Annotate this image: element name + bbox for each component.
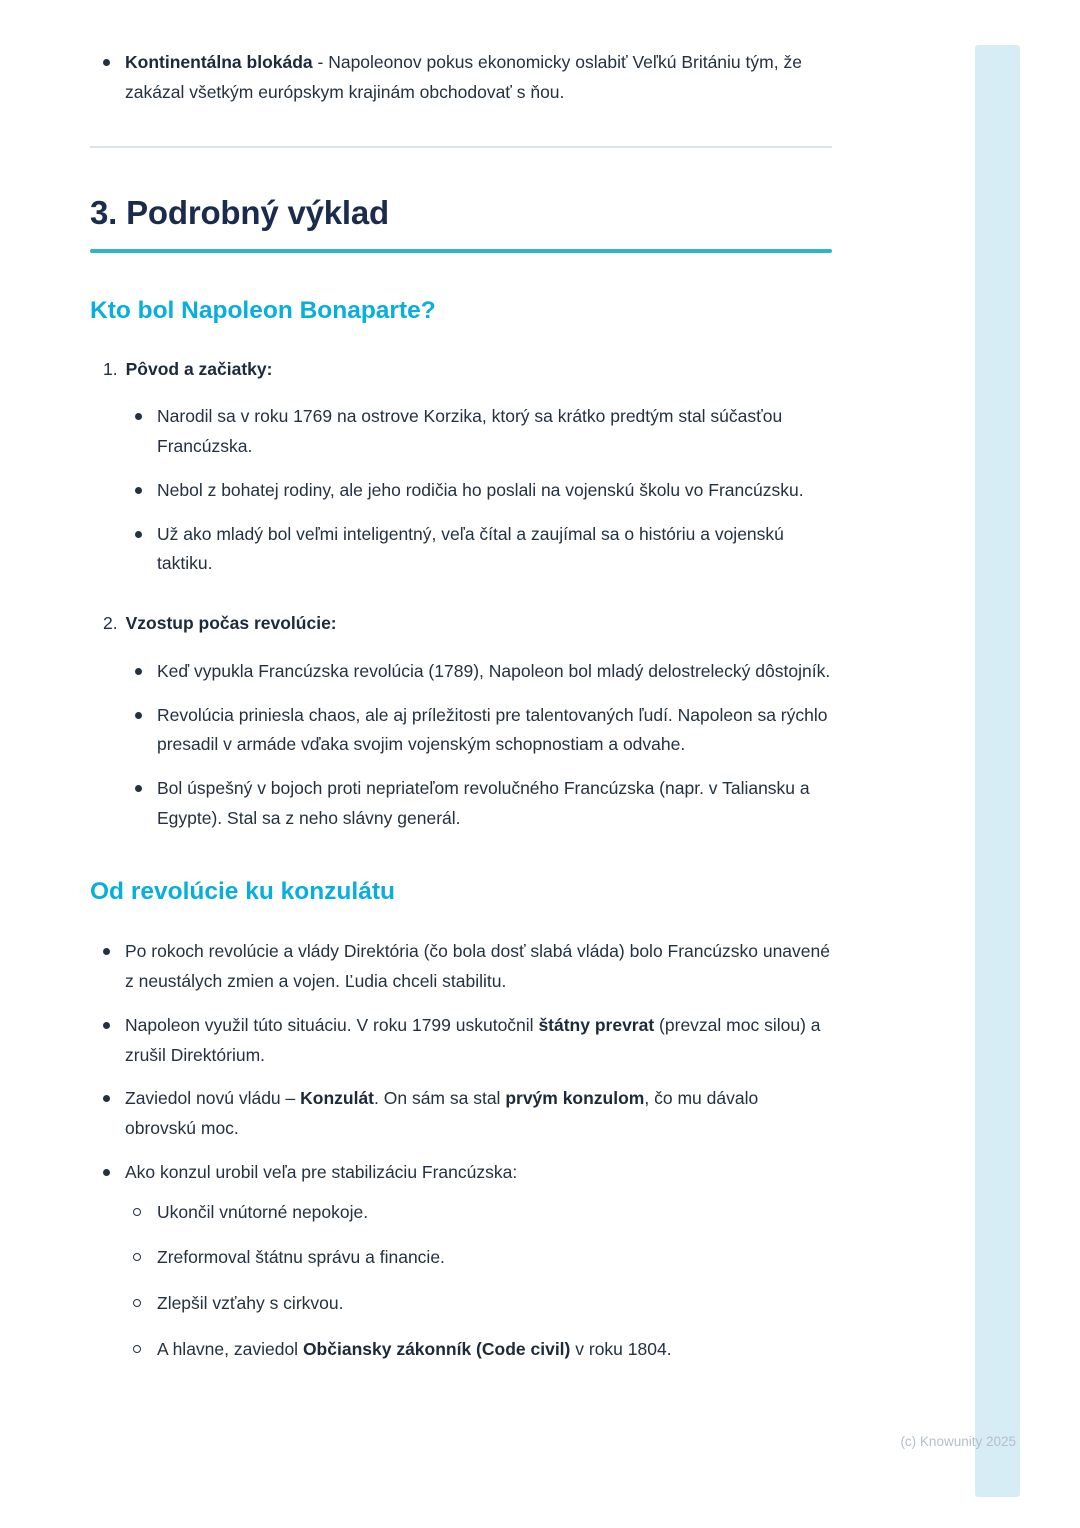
sub-bullet-text: Zlepšil vzťahy s cirkvou. (157, 1293, 344, 1314)
bullet-circle-icon (133, 1345, 141, 1353)
sub-bullet-text: Ukončil vnútorné nepokoje. (157, 1201, 369, 1222)
bullet-circle-icon (133, 1208, 141, 1216)
section-heading: 3. Podrobný výklad (90, 193, 389, 231)
sub-bullet-item (125, 1335, 832, 1365)
sub-bullet-item (125, 1243, 832, 1273)
item-number: 2. (103, 613, 118, 634)
bullet-text: Narodil sa v roku 1769 na ostrove Korzika, ktorý sa krátko predtým stal súčasťou Francúzska. (157, 406, 783, 457)
bullet-dot-icon (135, 785, 142, 792)
bullet-text: Zaviedol novú vládu – Konzulát. On sám sa stal prvým konzulom, čo mu dávalo obrovskú moc. (125, 1088, 759, 1139)
sub-bullet-text: A hlavne, zaviedol Občiansky zákonník (Code civil) v roku 1804. (157, 1338, 672, 1359)
item-label: Vzostup počas revolúcie: (125, 613, 337, 634)
bullet-dot-icon (135, 668, 142, 675)
nested-bullet-list (122, 657, 832, 834)
bullet-dot-icon (103, 1095, 110, 1102)
numbered-item (90, 355, 832, 580)
heading-underline (90, 249, 832, 253)
bullet-item (122, 402, 832, 462)
watermark: (c) Knowunity 2025 (900, 1434, 1016, 1449)
bullet-dot-icon (103, 1022, 110, 1029)
numbered-item (90, 609, 832, 834)
bullet-text: Ako konzul urobil veľa pre stabilizáciu Francúzska: (125, 1161, 518, 1182)
sub-bullet-list (125, 1198, 832, 1365)
numbered-item-heading (90, 355, 832, 385)
numbered-list (90, 355, 832, 834)
side-strip-decoration (975, 45, 1020, 1497)
sub-bullet-item (125, 1198, 832, 1228)
bullet-circle-icon (133, 1299, 141, 1307)
bullet-dot-icon (135, 487, 142, 494)
bullet-dot-icon (135, 413, 142, 420)
subsection-1-title: Kto bol Napoleon Bonaparte? (90, 296, 436, 324)
bullet-item (90, 1011, 832, 1071)
bullet-dot-icon (103, 948, 110, 955)
bullet-text: Nebol z bohatej rodiny, ale jeho rodičia ho poslali na vojenskú školu vo Francúzsku. (157, 479, 804, 500)
bullet-text: Napoleon využil túto situáciu. V roku 1799 uskutočnil štátny prevrat (prevzal moc silou) a zrušil Direktórium. (125, 1014, 821, 1065)
bullet-text: Bol úspešný v bojoch proti nepriateľom revolučného Francúzska (napr. v Taliansku a Egypte). Stal sa z neho slávny generál. (157, 778, 810, 828)
bullet-item (122, 701, 832, 761)
bullet-item (90, 1084, 832, 1144)
bullet-dot-icon (103, 1169, 110, 1176)
item-number: 1. (103, 358, 118, 379)
intro-bullet-text: Kontinentálna blokáda - Napoleonov pokus ekonomicky oslabiť Veľkú Britániu tým, že zakázal všetkým európskym krajinám obchodovať s ňou. (125, 52, 802, 102)
bullet-item (122, 774, 832, 834)
numbered-item-heading (90, 609, 832, 639)
item-label: Pôvod a začiatky: (125, 358, 273, 379)
sub-bullet-item (125, 1289, 832, 1319)
bullet-text: Už ako mladý bol veľmi inteligentný, veľa čítal a zaujímal sa o históriu a vojenskú taktiku. (157, 523, 784, 574)
bullet-dot-icon (135, 712, 142, 719)
section-divider (90, 146, 832, 148)
document-content (90, 0, 832, 1381)
bullet-item (90, 48, 832, 108)
subsection-2-title: Od revolúcie ku konzulátu (90, 877, 395, 905)
bullet-item (122, 520, 832, 580)
bullet-text: Po rokoch revolúcie a vlády Direktória (čo bola dosť slabá vláda) bolo Francúzsko unavené z neustálych zmien a vojen. Ľudia chceli stabilitu. (125, 941, 830, 992)
bullet-dot-icon (135, 531, 142, 538)
bullet-circle-icon (133, 1253, 141, 1261)
bullet-text: Keď vypukla Francúzska revolúcia (1789), Napoleon bol mladý delostrelecký dôstojník. (157, 660, 831, 681)
bullet-text: Revolúcia priniesla chaos, ale aj príležitosti pre talentovaných ľudí. Napoleon sa rýchlo presadil v armáde vďaka svojim vojenským schopnostiam a odvahe. (157, 704, 828, 755)
sub-bullet-text: Zreformoval štátnu správu a financie. (157, 1247, 445, 1268)
bullet-item (122, 476, 832, 506)
consulate-bullet-list (90, 937, 832, 1364)
bullet-dot-icon (103, 59, 110, 66)
intro-bullet-list (90, 48, 832, 108)
bullet-item (90, 937, 832, 997)
nested-bullet-list (122, 402, 832, 579)
bullet-item (90, 1158, 832, 1365)
bullet-item (122, 657, 832, 687)
